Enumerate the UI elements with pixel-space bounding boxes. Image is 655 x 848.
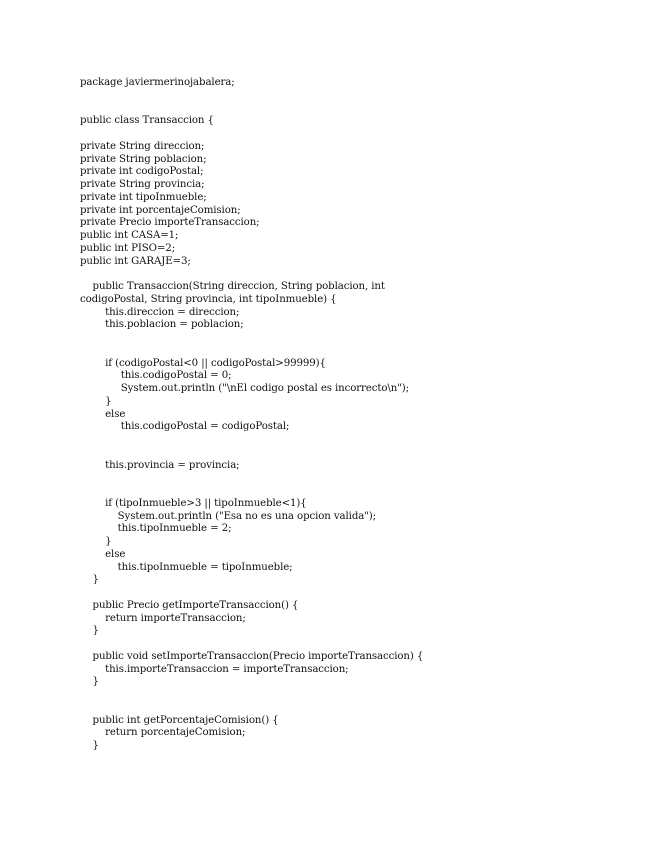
code-line: return importeTransaccion; [80,612,246,624]
code-line: public int GARAJE=3; [80,255,191,267]
code-line: this.codigoPostal = codigoPostal; [80,421,290,433]
blank-line [80,447,640,460]
blank-line [80,268,640,281]
code-line: this.codigoPostal = 0; [80,370,232,382]
code-line: public class Transaccion { [80,115,214,127]
blank-line [80,90,640,103]
code-line: System.out.println ("Esa no es una opcion valida"); [80,510,377,522]
code-line: } [80,395,112,407]
code-line: private String poblacion; [80,153,207,165]
blank-line [80,434,640,447]
code-line: public Transaccion(String direccion, String poblacion, int [80,281,385,292]
code-line: this.importeTransaccion = importeTransaccion; [80,663,349,675]
code-line: else [80,548,126,560]
code-line: private String provincia; [80,179,205,190]
code-line: private int porcentajeComision; [80,204,241,216]
blank-line [80,472,640,485]
code-line: this.direccion = direccion; [80,306,240,318]
code-line: codigoPostal, String provincia, int tipoInmueble) { [80,293,337,305]
code-line: } [80,536,112,547]
code-line: if (codigoPostal<0 || codigoPostal>99999){ [80,357,326,369]
code-line: public void setImporteTransaccion(Precio importeTransaccion) { [80,650,424,662]
code-line: private int tipoInmueble; [80,191,207,203]
code-line: private int codigoPostal; [80,166,204,178]
code-line: if (tipoInmueble>3 || tipoInmueble<1){ [80,497,307,509]
code-line: } [80,676,99,688]
code-line: } [80,740,99,751]
code-line: private Precio importeTransaccion; [80,217,260,229]
code-line: public int getPorcentajeComision() { [80,714,279,726]
blank-line [80,587,640,600]
code-line: else [80,408,126,420]
code-line: private String direccion; [80,140,205,152]
code-line: public int CASA=1; [80,230,179,241]
blank-line [80,702,640,715]
blank-line [80,689,640,702]
blank-line [80,332,640,345]
code-line: } [80,574,99,586]
code-line: return porcentajeComision; [80,727,246,739]
code-line: System.out.println ("\nEl codigo postal es incorrecto\n"); [80,383,409,394]
code-line: this.tipoInmueble = tipoInmueble; [80,561,293,573]
code-listing [80,77,640,753]
code-line: this.poblacion = poblacion; [80,319,244,331]
blank-line [80,638,640,651]
code-line: } [80,625,99,637]
code-line: public Precio getImporteTransaccion() { [80,599,299,611]
code-line: public int PISO=2; [80,242,176,254]
code-line: this.provincia = provincia; [80,459,240,471]
code-line: package javiermerinojabalera; [80,77,235,88]
blank-line [80,103,640,116]
blank-line [80,345,640,358]
blank-line [80,485,640,498]
blank-line [80,128,640,141]
code-line: this.tipoInmueble = 2; [80,523,232,535]
